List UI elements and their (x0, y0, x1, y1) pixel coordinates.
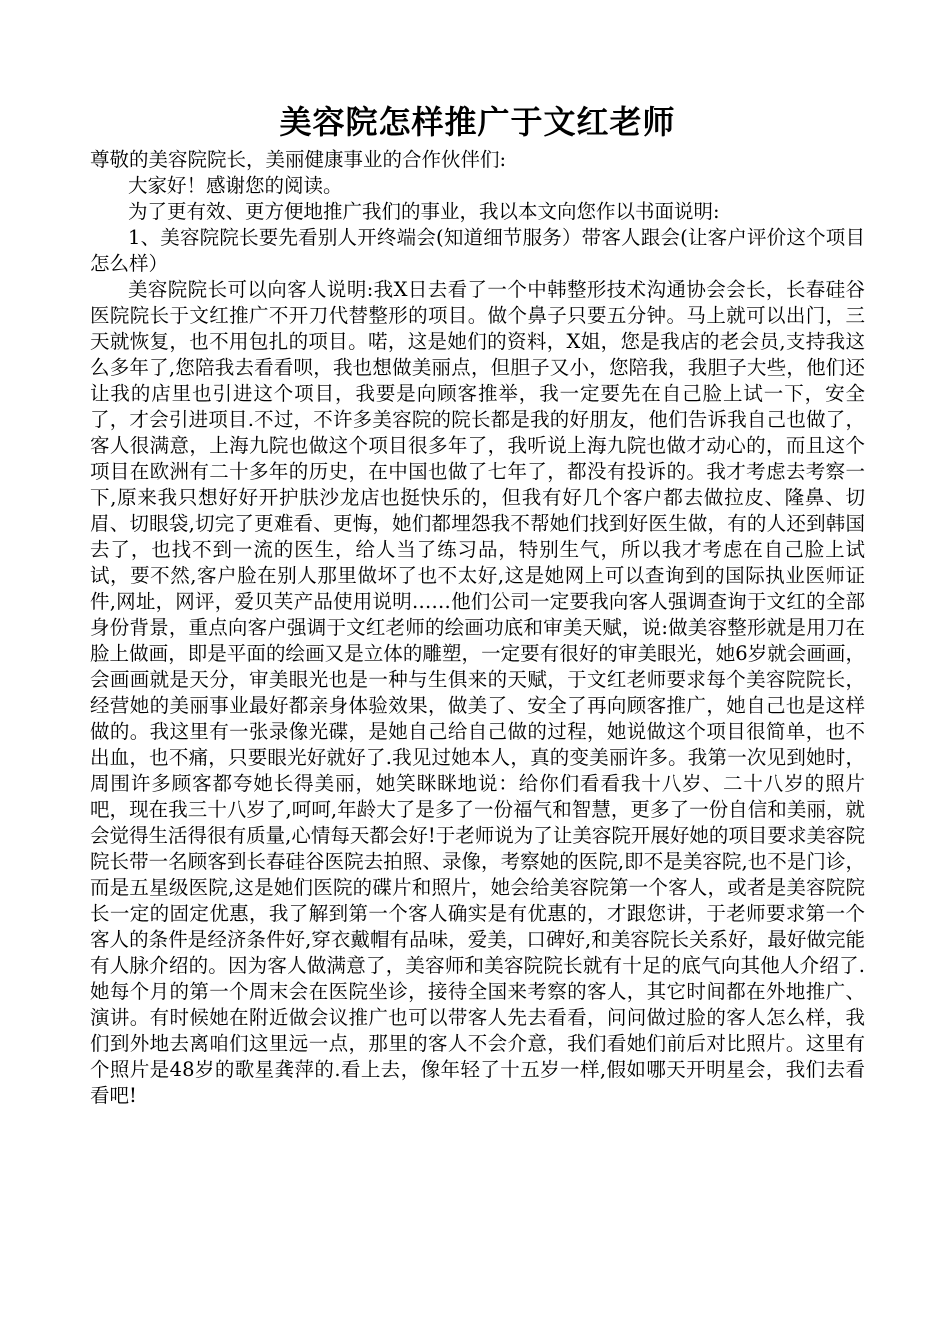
document-title: 美容院怎样推广于文红老师 (279, 103, 676, 141)
document-page (90, 100, 865, 1109)
paragraph-intro: 为了更有效、更方便地推广我们的事业，我以本文向您作以书面说明: (128, 200, 720, 223)
paragraph-main-body: 美容院院长可以向客人说明:我X日去看了一个中韩整形技术沟通协会会长，长春硅谷医院院长于文红推广不开刀代替整形的项目。做个鼻子只要五分钟。马上就可以出门，三天就恢复，也不用包扎的项目。喏，这是她们的资料，X姐，您是我店的老会员,支持我这么多年了,您陪我去看看呗，我也想做美丽点，但胆子又小，您陪我，我胆子大些，他们还让我的店里也引进这个项目，我要是向顾客推举，我一定要先在自己脸上试一下，安全了，才会引进项目.不过，不许多美容院的院长都是我的好朋友，他们告诉我自己也做了，客人很满意，上海九院也做这个项目很多年了，我听说上海九院也做才动心的，而且这个项目在欧洲有二十多年的历史，在中国也做了七年了，都没有投诉的。我才考虑去考察一下,原来我只想好好开护肤沙龙店也挺快乐的，但我有好几个客户都去做拉皮、隆鼻、切眉、切眼袋,切完了更难看、更悔，她们都埋怨我不帮她们找到好医生做，有的人还到韩国去了，也找不到一流的医生，给人当了练习品，特别生气，所以我才考虑在自己脸上试试，要不然,客户脸在别人那里做坏了也不太好,这是她网上可以查询到的国际执业医师证件,网址，网评，爱贝芙产品使用说明……他们公司一定要我向客人强调查询于文红的全部身份背景，重点向客户强调于文红老师的绘画功底和审美天赋，说:做美容整形就是用刀在脸上做画，即是平面的绘画又是立体的雕塑，一定要有很好的审美眼光，她6岁就会画画，会画画就是天分，审美眼光也是一种与生俱来的天赋，于文红老师要求每个美容院院长，经营她的美丽事业最好都亲身体验效果，做美了、安全了再向顾客推广，她自己也是这样做的。我这里有一张录像光碟，是她自己给自己做的过程，她说做这个项目很简单，也不出血，也不痛，只要眼光好就好了.我见过她本人，真的变美丽许多。我第一次见到她时，周围许多顾客都夸她长得美丽，她笑眯眯地说：给你们看看我十八岁、二十八岁的照片吧，现在我三十八岁了,呵呵,年龄大了是多了一份福气和智慧，更多了一份自信和美丽，就会觉得生活得很有质量,心情每天都会好!于老师说为了让美容院开展好她的项目要求美容院院长带一名顾客到长春硅谷医院去拍照、录像，考察她的医院,即不是美容院,也不是门诊，而是五星级医院,这是她们医院的碟片和照片，她会给美容院第一个客人，或者是美容院院长一定的固定优惠，我了解到第一个客人确实是有优惠的，才跟您讲，于老师要求第一个客人的条件是经济条件好,穿衣戴帽有品味，爱美，口碑好,和美容院长关系好，最好做完能有人脉介绍的。因为客人做满意了，美容师和美容院院长就有十足的底气向其他人介绍了.她每个月的第一个周末会在医院坐诊，接待全国来考察的客人，其它时间都在外地推广、演讲。有时候她在附近做会议推广也可以带客人先去看看，问问做过脸的客人怎么样，我们到外地去离咱们这里远一点，那里的客人不会介意，我们看她们前后对比照片。这里有个照片是48岁的歌星龚萍的.看上去，像年轻了十五岁一样,假如哪天开明星会，我们去看看吧! (90, 278, 865, 1107)
paragraph-greeting: 大家好！感谢您的阅读。 (128, 174, 343, 197)
salutation: 尊敬的美容院院长，美丽健康事业的合作伙伴们: (90, 148, 507, 171)
paragraph-step-1: 1、美容院院长要先看别人开终端会(知道细节服务）带客人跟会(让客户评价这个项目怎么样） (90, 226, 865, 275)
